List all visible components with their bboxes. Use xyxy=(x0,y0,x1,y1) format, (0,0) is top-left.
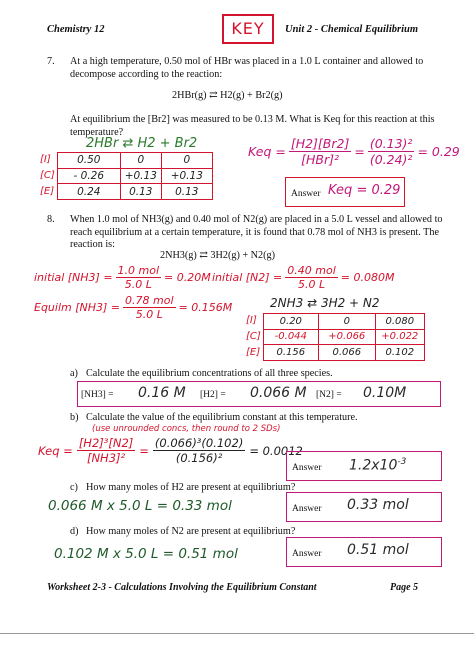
footer-worksheet: Worksheet 2-3 - Calculations Involving the Equilibrium Constant xyxy=(47,582,317,593)
q8b-answer-value xyxy=(349,457,406,474)
q7-keq-num: [H2][Br2] xyxy=(290,136,350,151)
q7-ice-header: 2HBr ⇄ H2 + Br2 xyxy=(86,136,198,151)
q8-initial-nh3-num: 1.0 mol xyxy=(117,264,160,277)
table-cell: - 0.26 xyxy=(57,168,120,184)
q8-equil-nh3-num: 0.78 mol xyxy=(125,294,174,307)
key-label: KEY xyxy=(231,19,265,38)
q8b-sub-den: (0.156)² xyxy=(175,451,223,465)
q8-initial-nh3-den: 5.0 L xyxy=(124,278,152,291)
q7-text-line2: decompose according to the reaction: xyxy=(70,68,223,80)
q8b-answer-exponent: -3 xyxy=(397,457,407,467)
q7-keq-den: [HBr]² xyxy=(301,152,340,167)
table-cell: 0.20 xyxy=(263,314,318,330)
q7-answer-box xyxy=(285,177,405,207)
q8-text xyxy=(70,214,465,252)
q7-text2-line1: At equilibrium the [Br2] was measured to be 0.13 M. What is Keq for this reaction at this xyxy=(70,114,435,125)
q8d-answer-value: 0.51 mol xyxy=(347,542,409,558)
q8d-answer-label: Answer xyxy=(292,549,322,559)
q7-number: 7. xyxy=(47,56,55,67)
table-cell: +0.13 xyxy=(161,168,212,184)
q8-ice-header: 2NH3 ⇄ 3H2 + N2 xyxy=(270,296,380,310)
q8b-keq-lhs: Keq = xyxy=(38,443,73,458)
q8c-text: How many moles of H2 are present at equilibrium? xyxy=(86,482,296,493)
q8-initial-n2-num: 0.40 mol xyxy=(287,264,336,277)
q7-row-label: [C] xyxy=(40,170,55,181)
table-cell: 0.102 xyxy=(375,345,424,361)
q8c-work: 0.066 M x 5.0 L = 0.33 mol xyxy=(48,498,232,514)
q8a-h2-value: 0.066 M xyxy=(250,385,307,401)
table-row xyxy=(263,314,424,330)
q8-ice-table xyxy=(246,313,425,361)
q8a-text: Calculate the equilibrium concentrations of all three species. xyxy=(86,368,333,379)
table-cell: 0.066 xyxy=(318,345,375,361)
table-cell: +0.022 xyxy=(375,329,424,345)
q8-equil-nh3 xyxy=(34,294,232,321)
table-cell: 0.24 xyxy=(57,184,120,200)
q8-row-label: [I] xyxy=(246,315,257,326)
q8a-n2-label: [N2] = xyxy=(316,390,342,400)
q7-row-label: [E] xyxy=(40,186,55,197)
q8b-label: b) xyxy=(70,412,79,423)
table-cell: 0.13 xyxy=(161,184,212,200)
q8b-answer-mantissa: 1.2x10 xyxy=(349,457,398,474)
q8d-label: d) xyxy=(70,526,79,537)
q7-keq-result: = 0.29 xyxy=(417,144,460,159)
q8-equil-nh3-label: Equilm [NH3] = xyxy=(34,301,121,314)
q7-text-line1: At a high temperature, 0.50 mol of HBr was placed in a 1.0 L container and allowed to xyxy=(70,56,424,67)
q8a-nh3-value: 0.16 M xyxy=(138,385,186,401)
q8c-label: c) xyxy=(70,482,78,493)
table-cell: 0 xyxy=(120,153,161,169)
q8-reaction: 2NH3(g) ⇄ 3H2(g) + N2(g) xyxy=(160,250,276,261)
q7-reaction: 2HBr(g) ⇄ H2(g) + Br2(g) xyxy=(172,90,283,101)
q8-initial-n2-result: = 0.080M xyxy=(340,271,395,284)
q8-text-line1: When 1.0 mol of NH3(g) and 0.40 mol of N2(g) are placed in a 5.0 L vessel and allowed to xyxy=(70,214,443,225)
unit-title: Unit 2 - Chemical Equilibrium xyxy=(285,24,419,35)
q8-initial-nh3 xyxy=(34,264,211,291)
q8-initial-n2 xyxy=(212,264,394,291)
table-row xyxy=(57,184,212,200)
q8-equil-nh3-result: = 0.156M xyxy=(178,301,233,314)
q8-row-label: [E] xyxy=(246,347,261,358)
q7-answer-value: Keq = 0.29 xyxy=(328,183,401,198)
q7-keq-sub-den: (0.24)² xyxy=(369,152,413,167)
q8a-answer-box xyxy=(77,381,441,407)
q8d-text: How many moles of N2 are present at equilibrium? xyxy=(86,526,296,537)
q8b-answer-box xyxy=(286,451,442,481)
q7-ice-table xyxy=(40,152,213,200)
q8-equil-nh3-den: 5.0 L xyxy=(135,308,163,321)
q7-keq-lhs: Keq = xyxy=(248,144,286,159)
q8-number: 8. xyxy=(47,214,55,225)
q8-text-line3: reaction is: xyxy=(70,239,115,250)
q8c-answer-box xyxy=(286,492,442,522)
key-box xyxy=(222,14,274,44)
q7-keq-sub-num: (0.13)² xyxy=(369,136,413,151)
table-cell: 0 xyxy=(161,153,212,169)
q8-initial-nh3-result: = 0.20M xyxy=(164,271,211,284)
q8-initial-nh3-label: initial [NH3] = xyxy=(34,271,113,284)
q8-row-label: [C] xyxy=(246,331,261,342)
q7-keq-sub-fraction xyxy=(368,136,415,167)
q8b-text: Calculate the value of the equilibrium constant at this temperature. xyxy=(86,412,358,423)
table-row xyxy=(263,345,424,361)
table-cell: -0.044 xyxy=(263,329,318,345)
q8-text-line2: reach equilibrium at a certain temperature, it is found that 0.78 mol of NH3 is present. The xyxy=(70,226,439,238)
table-row xyxy=(57,168,212,184)
table-cell: 0 xyxy=(318,314,375,330)
table-cell: 0.50 xyxy=(57,153,120,169)
page-bottom-divider xyxy=(0,633,474,634)
q8c-answer-value: 0.33 mol xyxy=(347,497,409,513)
q8-initial-n2-den: 5.0 L xyxy=(297,278,326,291)
q8b-answer-label: Answer xyxy=(292,463,322,473)
q8a-h2-label: [H2] = xyxy=(200,390,226,400)
q8b-note: (use unrounded concs, then round to 2 SDs) xyxy=(92,424,281,434)
table-row xyxy=(263,329,424,345)
q8a-nh3-label: [NH3] = xyxy=(81,390,114,400)
q7-keq-work: Keq = $\frac{[H2][Br2]}{\text{[HBr]²}}$ = $\frac{\text{(0.13)²}}{\text{(0.24)²}}$ = 0.29 xyxy=(248,136,460,167)
table-cell: 0.156 xyxy=(263,345,318,361)
q8a-n2-value: 0.10M xyxy=(363,385,407,401)
q8b-keq-den: [NH3]² xyxy=(86,451,126,465)
q8b-sub-num: (0.066)³(0.102) xyxy=(154,436,244,450)
q8a-label: a) xyxy=(70,368,78,379)
q7-keq-fraction xyxy=(289,136,352,167)
q8c-answer-label: Answer xyxy=(292,504,322,514)
table-cell: +0.13 xyxy=(120,168,161,184)
q7-answer-label: Answer xyxy=(291,189,321,199)
q7-text xyxy=(70,56,450,81)
q8b-keq-work: Keq = $\frac{\text{[H2]³[N2]}}{\text{[NH3]²}}$ = $\frac{\text{(0.066)³(0.102)}}{\text{(0.156)²}}$ = 0.0012 xyxy=(38,436,303,465)
table-cell: 0.080 xyxy=(375,314,424,330)
q7-text2-line2: temperature? xyxy=(70,126,124,138)
q8b-keq-num: [H2]³[N2] xyxy=(78,436,134,450)
q8d-work: 0.102 M x 5.0 L = 0.51 mol xyxy=(54,546,238,562)
q7-row-label: [I] xyxy=(40,154,51,165)
q8b-result: = 0.0012 xyxy=(249,443,303,458)
q8d-answer-box xyxy=(286,537,442,567)
footer-page: Page 5 xyxy=(390,582,419,593)
table-row xyxy=(57,153,212,169)
course-title: Chemistry 12 xyxy=(47,24,105,35)
table-cell: +0.066 xyxy=(318,329,375,345)
table-cell: 0.13 xyxy=(120,184,161,200)
q8-initial-n2-label: initial [N2] = xyxy=(212,271,283,284)
